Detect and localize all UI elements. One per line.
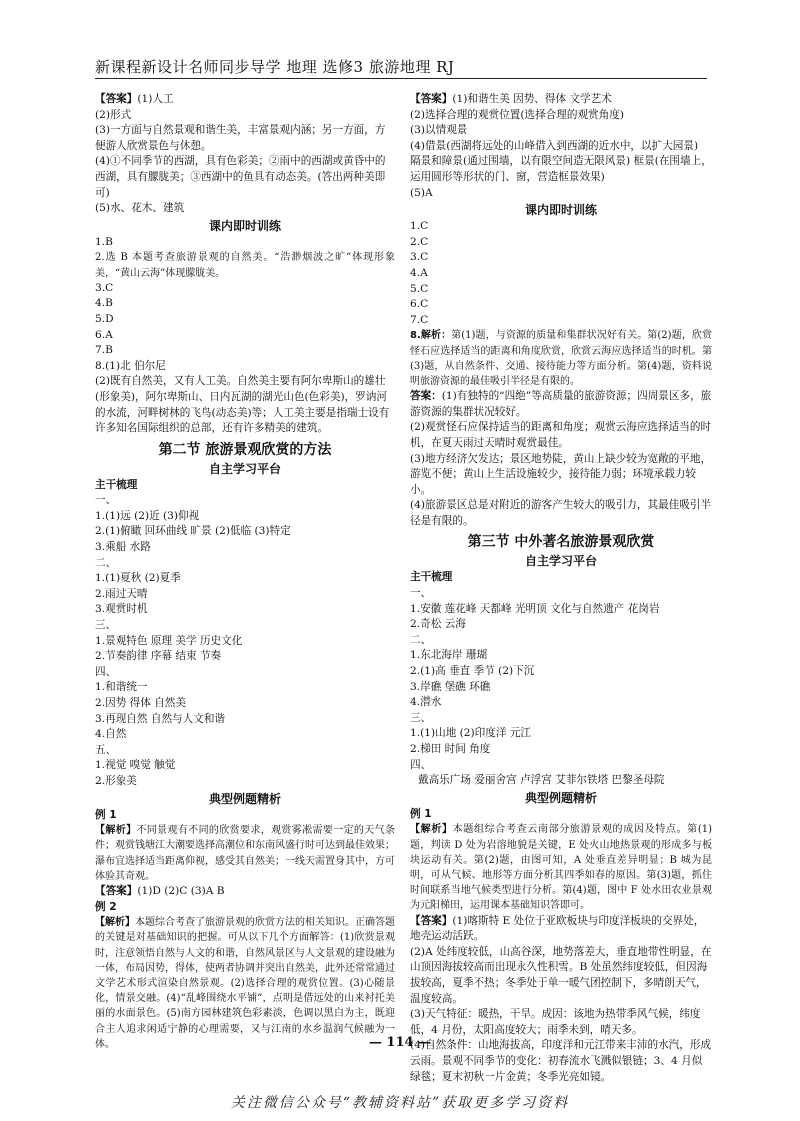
example-label: 例 1 [410, 807, 432, 820]
list-item: 2.奇松 云海 [410, 618, 466, 631]
answer-line [95, 92, 395, 108]
answer-item: (2)选择合理的观赏位置(选择合理的观赏角度) [410, 108, 624, 121]
list-item: 四、 [95, 665, 117, 678]
typical-title: 典型例题精析 [524, 790, 597, 805]
answer-tag: 【答案】 [95, 884, 138, 897]
list-item: 三、 [95, 619, 117, 632]
example-label: 例 1 [95, 808, 117, 821]
analysis-block [410, 822, 712, 913]
list-item: 2.因势 得体 自然美 [95, 697, 186, 709]
drill-item: 6.A [95, 328, 113, 341]
answer-item: (3)一方面与自然景观和谐生美，丰富景观内涵；另一方面，方便游人欣赏景色与休憩。 [95, 124, 386, 152]
list-item: 2.梯田 时间 角度 [410, 743, 491, 755]
list-item: 1.(1)山地 (2)印度洋 元江 [410, 727, 532, 740]
section-title: 第三节 中外著名旅游景观欣赏 [467, 534, 655, 551]
drill-item: 7.C [410, 313, 429, 326]
drill-item: 2.选 B 本题考查旅游景观的自然美。“浩渺烟波之旷”体现形象美，“黄山云海”体现朦胧美。 [95, 252, 395, 279]
answer-line [410, 914, 712, 945]
answer-tag: 答案： [410, 390, 442, 403]
trunk-heading: 主干梳理 [410, 571, 453, 584]
answer-line [410, 389, 712, 420]
drill-item: 1.B [95, 235, 113, 248]
example-label: 例 2 [95, 900, 117, 913]
analysis-text: 本题综合考查了旅游景观的欣赏方法的相关知识。正确答题的关键是对基础知识的把握。可从以下几个方面解答：(1)欣赏景观时，注意领悟自然与人文的和谐，自然风景区与人文景观的建设融为一体，布局因势，得体，使两者协调并突出自然美，此外还常常通过文学艺术形式渲染自然景观。(2)选择合理的观赏位置。(3)心随景化，情景交融。(4)“乱峰围绕水平铺”，点明是借远处的山来衬托美丽的水面景色。(5)南方园林建筑色彩素淡，色调以黑白为主，既迎合主人追求闲适宁静的心理需要，又与江南的水乡温润气候融为一体。 [95, 917, 395, 1050]
analysis-tag: 【解析】 [95, 917, 135, 929]
analysis-tag: 【解析】 [410, 824, 453, 836]
drill-item: 7.B [95, 344, 113, 357]
drill-item: 4.A [410, 266, 428, 279]
answer-tag: 【答案】 [410, 93, 453, 105]
analysis-text: 第(1)题，与资源的质量和集群状况好有关。第(2)题，欣赏怪石应选择适当的距离和角度欣赏，欣赏云海应选择适当的时机。第(3)题，从自然条件、交通、接待能力等方面分析。第(4)题，资料说明旅游资源的最佳吸引半径是有限的。 [410, 330, 712, 387]
answer-item: (3)地方经济欠发达；景区地势陡，黄山上缺少较为宽敞的平地，游览不便；黄山上生活设施较少，接待能力弱；环境承载力较小。 [410, 452, 712, 496]
analysis-block [410, 328, 712, 389]
analysis-text: 本题组综合考查云南部分旅游景观的成因及特点。第(1)题，判读 D 处为岩溶地貌是关键，E 处火山地热景观的形成多与板块运动有关。第(2)题，由图可知，A 处垂直差异明显；B 城为昆明，可从气候、地形等方面分析其四季如春的原因。第(3)题，抓住时间联系当地气候类型进行分析。第(4)题，图中 F 处水田农业景观为元阳梯田，运用课本基础知识答即可。 [410, 824, 713, 912]
trunk-heading: 主干梳理 [95, 478, 138, 491]
left-column [95, 92, 395, 1052]
list-item: 2.(1)高 垂直 季节 (2)下沉 [410, 665, 535, 678]
list-item: 1.景观特色 原理 美学 历史文化 [95, 634, 243, 647]
analysis-block [95, 823, 395, 884]
drill-title: 课内即时训练 [208, 218, 281, 233]
list-item: 4.潜水 [410, 696, 442, 709]
section-subtitle: 自主学习平台 [524, 554, 597, 569]
list-item: 4.自然 [95, 728, 127, 741]
right-column [410, 92, 712, 1085]
section-title: 第二节 旅游景观欣赏的方法 [158, 441, 332, 458]
drill-item: 4.B [95, 297, 113, 310]
answer-text: (1)人工 [137, 93, 174, 105]
list-item: 1.东北海岸 珊瑚 [410, 649, 488, 662]
analysis-text: 不同景观有不同的欣赏要求，观赏雾凇需要一定的天气条件；观赏钱塘江大潮要选择高潮位和东南风盛行时可达到最佳效果；瀑布宜选择适当距离仰视，感受其自然美；一线天需置身其中，方可体验其奇观。 [95, 825, 396, 882]
answer-tag: 【答案】 [410, 914, 453, 927]
answer-item: (4)自然条件：山地海拔高，印度洋和元江带来丰沛的水汽，形成云雨。景观不同季节的变化：初春流水飞溅似银链；3、4 月似绿毯；夏末初秋一片金黄；冬季光亮如镜。 [410, 1039, 712, 1083]
answer-item: (2)形式 [95, 108, 132, 121]
analysis-tag: 8.解析： [410, 330, 452, 342]
footer-note: 关注微信公众号“教辅资料站”获取更多学习资料 [230, 1095, 570, 1111]
page-number: — 114 — [368, 1035, 432, 1050]
list-item: 2.形象美 [95, 774, 137, 787]
answer-text: (1)和谐生美 因势、得体 文学艺术 [452, 93, 612, 105]
answer-tag: 【答案】 [95, 93, 138, 105]
answer-item: (5)A [410, 186, 433, 199]
list-item: 1.(1)夏秋 (2)夏季 [95, 572, 181, 585]
list-item: 1.安徽 莲花峰 天都峰 光明顶 文化与自然遗产 花岗岩 [410, 602, 660, 615]
list-item: 3.岸礁 堡礁 环礁 [410, 680, 491, 693]
list-item: 二、 [95, 556, 117, 569]
drill-item: 6.C [410, 298, 429, 311]
answer-item: (3)天气特征：暖热，干旱。成因：该地为热带季风气候，纬度低，4 月份，太阳高度较大；雨季未到，晴天多。 [410, 1008, 701, 1036]
drill-item: 3.C [95, 281, 114, 294]
header-title: 新课程新设计名师同步导学 地理 选修3 旅游地理 RJ [95, 58, 455, 76]
drill-item: 5.C [410, 282, 429, 295]
list-item: 1.视觉 嗅觉 触觉 [95, 759, 176, 772]
answer-item: (3)以情观景 [410, 124, 468, 137]
list-item: 一、 [410, 587, 432, 600]
list-item: 2.(1)俯瞰 回环曲线 旷景 (2)低临 (3)特定 [95, 525, 291, 538]
list-item: 1.(1)远 (2)近 (3)仰视 [95, 509, 200, 522]
list-item: 四、 [410, 758, 432, 771]
list-item: 3.乘船 水路 [95, 541, 151, 554]
drill-item: 8.(1)北 伯尔尼 [95, 359, 166, 372]
analysis-tag: 【解析】 [95, 825, 137, 837]
typical-title: 典型例题精析 [208, 791, 281, 806]
answer-text: (1)有独特的“四绝”等高质量的旅游资源；四周景区多，旅游资源的集群状况较好。 [410, 390, 712, 418]
answer-line [410, 92, 712, 108]
answer-item: (2)A 处纬度较低，山高谷深，地势落差大，垂直地带性明显，在山顶因海拔较高而出现永久性积雪。B 处虽然纬度较低，但因海拔较高，夏季不热；冬季处于单一暖气团控制下，多晴朗天气，温度较高。 [410, 945, 712, 1005]
list-item: 五、 [95, 743, 117, 756]
section-subtitle: 自主学习平台 [208, 461, 281, 476]
drill-item: (2)既有自然美，又有人工美。自然美主要有阿尔卑斯山的雄壮(形象美)，阿尔卑斯山、日内瓦湖的湖光山色(色彩美)，罗讷河的水流，河畔树林的飞鸟(动态美)等；人工美主要是指瑞士设有许多知名国际组织的总部，还有许多精美的建筑。 [95, 375, 390, 435]
drill-item: 5.D [95, 312, 114, 325]
list-item: 3.再现自然 自然与人文和谐 [95, 712, 226, 725]
drill-item: 3.C [410, 251, 429, 264]
analysis-block [95, 915, 395, 1052]
list-item: 戴高乐广场 爱丽舍宫 卢浮宫 艾菲尔铁塔 巴黎圣母院 [418, 774, 665, 787]
list-item: 3.观赏时机 [95, 603, 148, 616]
answer-item: (4)①不同季节的西湖，具有色彩美；②雨中的西湖或黄昏中的西湖，具有朦胧美；③西湖中的鱼具有动态美。(答出两种美即可) [95, 155, 386, 199]
list-item: 三、 [410, 711, 432, 724]
list-item: 2.节奏韵律 序幕 结束 节奏 [95, 650, 222, 663]
answer-text: (1)D (2)C (3)A B [137, 884, 225, 897]
drill-item: 1.C [410, 220, 429, 233]
drill-item: 2.C [410, 235, 429, 248]
answer-item: (4)借景(西湖将远处的山峰借入到西湖的近水中，以扩大园景) 隔景和障景(通过围墙，以有限空间造无限风景) 框景(在围墙上，运用圆形等形状的门、窗，营造框景效果) [410, 139, 712, 183]
answer-item: (5)水、花木、建筑 [95, 202, 185, 215]
drill-title: 课内即时训练 [524, 203, 597, 218]
answer-item: (2)观赏怪石应保持适当的距离和角度；观赏云海应选择适当的时机，在夏天雨过天晴时观赏最佳。 [410, 421, 712, 449]
answer-line [95, 884, 395, 900]
list-item: 2.雨过天晴 [95, 587, 148, 600]
list-item: 1.和谐统一 [95, 681, 148, 694]
answer-item: (4)旅游景区总是对附近的游客产生较大的吸引力，其最佳吸引半径是有限的。 [410, 499, 712, 527]
answer-text: (1)喀斯特 E 处位于亚欧板块与印度洋板块的交界处，地壳运动活跃。 [410, 914, 705, 943]
list-item: 一、 [95, 494, 117, 507]
list-item: 二、 [410, 633, 432, 646]
header-rule [95, 78, 707, 79]
